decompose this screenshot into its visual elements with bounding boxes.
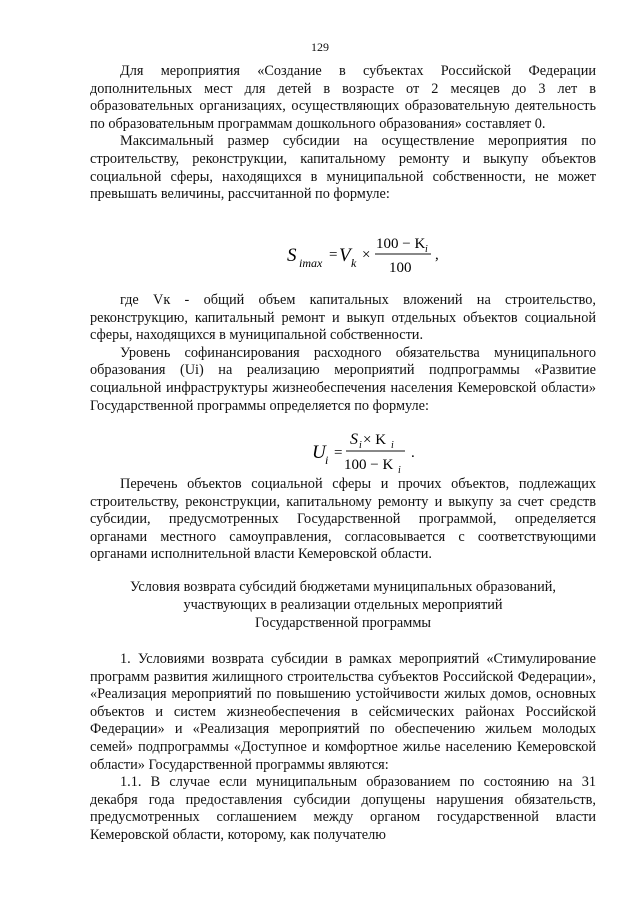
formula-numerator: 100 − K — [376, 236, 426, 252]
formula-times: × — [362, 247, 371, 263]
paragraph: Максимальный размер субсидии на осуществление мероприятия по строительству, реконструкции, капитальному ремонту и выкупу объектов социальной сферы, находящихся в муниципальной собственности, не может превышать величины, рассчитанной по формуле: — [90, 133, 596, 203]
formula-tail: , — [435, 247, 439, 263]
formula-eq: = — [334, 445, 343, 461]
paragraph: Для мероприятия «Создание в субъектах Российской Федерации дополнительных мест для детей в возрасте от 2 месяцев до 3 лет в образовательных организациях, осуществляющих образовательную деятельность по образовательным программам дошкольного образования» составляет 0. — [90, 63, 596, 132]
formula-denominator-sub: i — [398, 465, 401, 476]
text-block-4 — [90, 651, 596, 845]
heading-line: Государственной программы — [255, 615, 431, 631]
paragraph: 1.1. В случае если муниципальным образованием по состоянию на 31 декабря года предоставления субсидии допущены нарушения обязательств, предусмотренных соглашением между органом государственной власти Кемеровской области, которому, как получателю — [90, 774, 596, 843]
formula-v: V — [339, 245, 351, 266]
formula-numerator: S — [350, 431, 358, 448]
heading-line: участвующих в реализации отдельных мероприятий — [183, 597, 503, 613]
text-block-3 — [90, 476, 596, 564]
formula-s-imax — [285, 228, 445, 278]
formula-lhs: U — [312, 442, 326, 463]
paragraph: 1. Условиями возврата субсидии в рамках мероприятий «Стимулирование программ развития жилищного строительства субъектов Российской Федерации», «Реализация мероприятий по повышению устойчивости жилых домов, основных объектов и систем жизнеобеспечения в сейсмических районах Российской Федерации» и «Реализация мероприятий по обеспечению жильем молодых семей» подпрограммы «Доступное и комфортное жилье населению Кемеровской области» Государственной программы являются: — [90, 651, 596, 773]
formula-numerator-sub1: i — [359, 440, 362, 451]
formula-lhs-sub: imax — [299, 256, 323, 270]
formula-u-i — [310, 426, 430, 476]
paragraph: Уровень софинансирования расходного обязательства муниципального образования (Ui) на реализацию мероприятий подпрограммы «Развитие социальной инфраструктуры жизнеобеспечения населения Кемеровской области» Государственной программы определяется по формуле: — [90, 344, 596, 414]
formula-tail: . — [411, 445, 415, 461]
formula-numerator-sub: i — [425, 244, 428, 255]
formula-denominator: 100 − K — [344, 457, 394, 473]
formula-numerator-mid: × K — [363, 432, 387, 448]
paragraph: где Vк - общий объем капитальных вложений на строительство, реконструкцию, капитальный ремонт и выкуп отдельных объектов социальной сферы, находящихся в муниципальной собственности. — [90, 292, 596, 344]
formula-v-sub: k — [351, 256, 357, 270]
formula-lhs-sub: i — [325, 453, 329, 467]
formula-eq: = — [329, 247, 338, 263]
section-heading — [90, 578, 596, 632]
formula-denominator: 100 — [389, 260, 412, 276]
text-block-1 — [90, 63, 596, 204]
paragraph: Перечень объектов социальной сферы и прочих объектов, подлежащих строительству, реконструкции, капитальному ремонту и выкупу за счет средств субсидии, предусмотренных Государственной программой, определяется органами местного самоуправления, согласовывается с соответствующими органами исполнительной власти Кемеровской области. — [90, 476, 596, 563]
text-block-2 — [90, 292, 596, 415]
heading-line: Условия возврата субсидий бюджетами муниципальных образований, — [130, 579, 556, 595]
formula-lhs: S — [287, 245, 297, 266]
formula-numerator-sub2: i — [391, 440, 394, 451]
page-number: 129 — [311, 40, 329, 54]
